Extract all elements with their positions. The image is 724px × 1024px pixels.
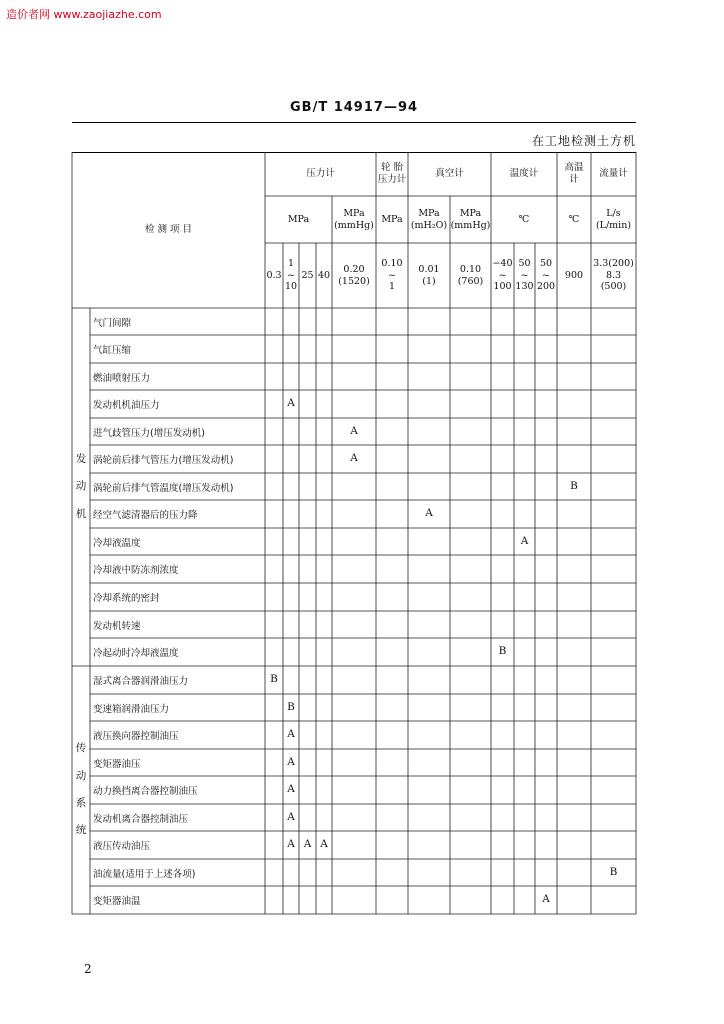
rating-mark: A — [303, 838, 312, 850]
range-cell: 25 — [301, 269, 314, 281]
row-label: 变矩器油压 — [93, 759, 141, 770]
thermometer-header: 温度计 — [509, 168, 539, 180]
page-subtitle: 在工地检测土方机 — [531, 134, 636, 148]
row-label: 液压换向器控制油压 — [93, 731, 179, 742]
row-label: 发动机离合器控制油压 — [93, 814, 189, 825]
rating-mark: A — [520, 535, 529, 547]
range-cell: −40 ~ 100 — [492, 257, 513, 293]
unit-cell: MPa (mmHg) — [334, 207, 374, 231]
range-cell: 3.3(200) 8.3 (500) — [593, 257, 634, 293]
row-label: 经空气滤清器后的压力降 — [93, 510, 198, 521]
row-label: 涡轮前后排气管温度(增压发动机) — [93, 483, 234, 494]
row-label: 冷却液中防冻剂浓度 — [93, 565, 179, 576]
range-cell: 900 — [564, 269, 584, 281]
row-label: 液压传动油压 — [93, 841, 151, 852]
item-header: 检 测 项 目 — [144, 224, 193, 236]
rating-mark: A — [542, 893, 550, 905]
group-label-transmission: 传 动 系 统 — [75, 742, 87, 837]
row-label: 冷起动时冷却液温度 — [93, 648, 179, 659]
rating-mark: A — [287, 397, 295, 409]
row-label: 湿式离合器润滑油压力 — [93, 676, 189, 687]
row-label: 进气歧管压力(增压发动机) — [93, 428, 205, 439]
row-label: 冷却系统的密封 — [93, 593, 160, 604]
row-label: 冷却液温度 — [93, 538, 141, 549]
unit-cell: MPa (mmHg) — [450, 207, 491, 231]
unit-cell: ℃ — [568, 213, 580, 225]
watermark: 造价者网 www.zaojiazhe.com — [6, 8, 162, 21]
row-label: 油流量(适用于上述各项) — [93, 869, 196, 880]
rating-mark: A — [425, 507, 433, 519]
range-cell: 1 ~ 10 — [284, 257, 298, 293]
range-cell: 0.01 (1) — [418, 263, 440, 287]
rating-mark: B — [609, 866, 618, 878]
unit-cell: MPa — [381, 213, 403, 225]
rating-mark: A — [287, 783, 295, 795]
row-label: 动力换挡离合器控制油压 — [93, 786, 198, 797]
range-cell: 0.10 ~ 1 — [381, 257, 403, 293]
rating-mark: B — [287, 701, 295, 713]
rating-mark: A — [320, 838, 328, 850]
row-label: 发动机机油压力 — [93, 400, 160, 411]
rating-mark: A — [350, 452, 358, 464]
group-label-engine: 发 动 机 — [75, 453, 87, 520]
unit-cell: MPa — [287, 213, 310, 225]
row-label: 涡轮前后排气管压力(增压发动机) — [93, 455, 234, 466]
rating-mark: B — [570, 480, 578, 492]
row-label: 变速箱润滑油压力 — [93, 704, 170, 715]
document-code: GB/T 14917—94 — [290, 100, 419, 115]
rating-mark: A — [287, 811, 295, 823]
flow-meter-header: 流量计 — [599, 168, 628, 180]
tire-pressure-gauge-header: 轮 胎 压力计 — [377, 162, 407, 185]
range-cell: 40 — [317, 269, 331, 281]
row-label: 气门间隙 — [93, 318, 132, 329]
unit-cell: L/s (L/min) — [595, 207, 632, 231]
range-cell: 50 ~ 130 — [515, 257, 534, 293]
unit-cell: MPa (mH₂O) — [410, 207, 448, 231]
high-temp-gauge-header: 高温 计 — [564, 162, 584, 185]
rating-mark: B — [270, 673, 278, 685]
row-label: 发动机转速 — [93, 621, 141, 632]
row-label: 变矩器油温 — [93, 896, 141, 907]
rating-mark: A — [287, 838, 295, 850]
unit-cell: ℃ — [518, 213, 530, 225]
rating-mark: A — [287, 728, 295, 740]
row-label: 气缸压缩 — [93, 345, 132, 356]
row-label: 燃油喷射压力 — [93, 373, 151, 384]
range-cell: 0.3 — [266, 269, 282, 281]
rating-mark: A — [350, 425, 358, 437]
range-cell: 50 ~ 200 — [536, 257, 556, 293]
range-cell: 0.10 (760) — [457, 263, 484, 287]
vacuum-gauge-header: 真空计 — [435, 168, 464, 180]
rating-mark: B — [498, 645, 507, 657]
pressure-gauge-header: 压力计 — [306, 168, 335, 180]
rating-mark: A — [287, 756, 295, 768]
page-number: 2 — [84, 962, 92, 976]
range-cell: 0.20 (1520) — [338, 263, 370, 287]
